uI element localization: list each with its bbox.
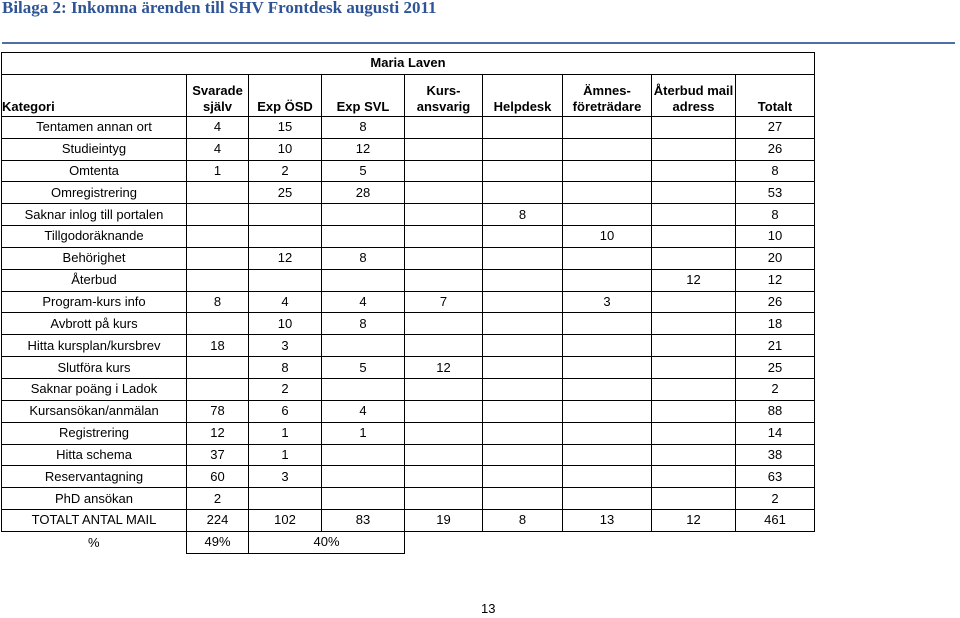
table-row <box>2 466 815 488</box>
percent-exp: 40% <box>249 531 405 553</box>
cell-kategori: Tentamen annan ort <box>2 116 187 138</box>
cell-helpdesk <box>483 269 563 291</box>
cell-amnesforetradare <box>563 116 652 138</box>
table-row <box>2 226 815 248</box>
col-header-helpdesk: Helpdesk <box>483 74 563 116</box>
cell-amnesforetradare <box>563 422 652 444</box>
table-row <box>2 291 815 313</box>
cell-svarade-sjalv: 4 <box>187 116 249 138</box>
cell-exp-svl: 1 <box>322 422 405 444</box>
cell-exp-osd <box>249 488 322 510</box>
cell-kursansvarig <box>405 160 483 182</box>
cell-helpdesk <box>483 226 563 248</box>
total-kursansvarig: 19 <box>405 510 483 532</box>
cell-kategori: Hitta schema <box>2 444 187 466</box>
cell-exp-svl: 5 <box>322 357 405 379</box>
cell-exp-svl <box>322 444 405 466</box>
table-row <box>2 378 815 400</box>
cell-aterbud <box>652 313 736 335</box>
cell-svarade-sjalv: 8 <box>187 291 249 313</box>
col-header-totalt: Totalt <box>736 74 815 116</box>
cell-exp-osd: 10 <box>249 313 322 335</box>
cell-amnesforetradare <box>563 400 652 422</box>
cell-kursansvarig <box>405 378 483 400</box>
cell-svarade-sjalv <box>187 357 249 379</box>
cell-amnesforetradare <box>563 160 652 182</box>
table-row <box>2 488 815 510</box>
table-row <box>2 138 815 160</box>
cell-totalt: 20 <box>736 247 815 269</box>
cell-exp-osd: 1 <box>249 444 322 466</box>
cell-exp-svl: 4 <box>322 400 405 422</box>
table-row <box>2 444 815 466</box>
cell-exp-svl: 8 <box>322 247 405 269</box>
cell-kategori: Omtenta <box>2 160 187 182</box>
cell-exp-osd: 6 <box>249 400 322 422</box>
cell-kursansvarig <box>405 400 483 422</box>
cell-helpdesk <box>483 466 563 488</box>
cell-exp-svl: 4 <box>322 291 405 313</box>
cell-svarade-sjalv: 1 <box>187 160 249 182</box>
cell-kursansvarig <box>405 444 483 466</box>
cell-aterbud <box>652 182 736 204</box>
cell-kategori: Reservantagning <box>2 466 187 488</box>
cell-totalt: 10 <box>736 226 815 248</box>
cell-exp-svl <box>322 204 405 226</box>
cell-kursansvarig <box>405 269 483 291</box>
cell-amnesforetradare <box>563 488 652 510</box>
cell-amnesforetradare: 3 <box>563 291 652 313</box>
cell-svarade-sjalv <box>187 269 249 291</box>
cell-amnesforetradare <box>563 247 652 269</box>
col-header-amnesforetradare: Ämnes- företrädare <box>563 74 652 116</box>
cell-helpdesk <box>483 138 563 160</box>
cell-exp-svl <box>322 378 405 400</box>
cell-exp-osd: 3 <box>249 335 322 357</box>
cell-amnesforetradare <box>563 378 652 400</box>
cell-aterbud <box>652 335 736 357</box>
cell-helpdesk <box>483 247 563 269</box>
total-amnesforetradare: 13 <box>563 510 652 532</box>
cell-svarade-sjalv: 12 <box>187 422 249 444</box>
cell-kategori: Omregistrering <box>2 182 187 204</box>
cell-svarade-sjalv: 4 <box>187 138 249 160</box>
cell-totalt: 53 <box>736 182 815 204</box>
cell-svarade-sjalv <box>187 182 249 204</box>
cell-amnesforetradare <box>563 138 652 160</box>
percent-svarade-sjalv: 49% <box>187 531 249 553</box>
table-row <box>2 313 815 335</box>
cell-kategori: Registrering <box>2 422 187 444</box>
percent-label: % <box>87 534 100 550</box>
cell-totalt: 25 <box>736 357 815 379</box>
cell-exp-osd: 15 <box>249 116 322 138</box>
cell-helpdesk <box>483 291 563 313</box>
cell-helpdesk <box>483 444 563 466</box>
total-row <box>2 510 815 532</box>
table-row <box>2 400 815 422</box>
cell-kategori: Saknar poäng i Ladok <box>2 378 187 400</box>
cell-helpdesk <box>483 160 563 182</box>
cell-kategori: Kursansökan/anmälan <box>2 400 187 422</box>
cell-exp-osd: 4 <box>249 291 322 313</box>
cell-exp-svl: 5 <box>322 160 405 182</box>
cell-totalt: 27 <box>736 116 815 138</box>
cell-kursansvarig <box>405 116 483 138</box>
cell-totalt: 8 <box>736 204 815 226</box>
total-totalt: 461 <box>736 510 815 532</box>
cell-amnesforetradare <box>563 444 652 466</box>
table-row <box>2 335 815 357</box>
total-svarade-sjalv: 224 <box>187 510 249 532</box>
cell-helpdesk <box>483 357 563 379</box>
cell-totalt: 12 <box>736 269 815 291</box>
cell-helpdesk <box>483 313 563 335</box>
cell-exp-osd <box>249 226 322 248</box>
cell-aterbud <box>652 226 736 248</box>
cell-aterbud <box>652 466 736 488</box>
col-header-kategori: Kategori <box>2 74 187 116</box>
cell-totalt: 21 <box>736 335 815 357</box>
cell-svarade-sjalv <box>187 204 249 226</box>
title-underline <box>2 42 955 44</box>
page-title: Bilaga 2: Inkomna ärenden till SHV Frontdesk augusti 2011 <box>2 0 437 17</box>
cell-svarade-sjalv: 18 <box>187 335 249 357</box>
cell-aterbud <box>652 138 736 160</box>
cell-totalt: 26 <box>736 138 815 160</box>
total-helpdesk: 8 <box>483 510 563 532</box>
cell-kategori: Avbrott på kurs <box>2 313 187 335</box>
cell-exp-svl <box>322 335 405 357</box>
cell-exp-svl <box>322 269 405 291</box>
cell-kategori: Återbud <box>2 269 187 291</box>
col-header-kursansvarig: Kurs- ansvarig <box>405 74 483 116</box>
cell-kategori: Program-kurs info <box>2 291 187 313</box>
cell-exp-osd <box>249 204 322 226</box>
cell-helpdesk <box>483 182 563 204</box>
cell-exp-osd: 2 <box>249 160 322 182</box>
report-table <box>1 52 815 554</box>
cell-helpdesk <box>483 116 563 138</box>
col-header-svarade-sjalv: Svarade själv <box>187 74 249 116</box>
cell-aterbud <box>652 160 736 182</box>
cell-exp-svl: 28 <box>322 182 405 204</box>
cell-aterbud <box>652 291 736 313</box>
cell-helpdesk <box>483 335 563 357</box>
cell-amnesforetradare <box>563 466 652 488</box>
cell-exp-osd: 1 <box>249 422 322 444</box>
cell-amnesforetradare <box>563 313 652 335</box>
header-row <box>2 74 815 116</box>
cell-aterbud <box>652 357 736 379</box>
cell-totalt: 38 <box>736 444 815 466</box>
owner-row <box>2 53 815 75</box>
cell-kursansvarig <box>405 138 483 160</box>
cell-exp-svl: 8 <box>322 313 405 335</box>
table-row <box>2 160 815 182</box>
table-row <box>2 116 815 138</box>
cell-kursansvarig <box>405 182 483 204</box>
cell-helpdesk <box>483 422 563 444</box>
table-row <box>2 204 815 226</box>
table-row <box>2 357 815 379</box>
cell-amnesforetradare <box>563 204 652 226</box>
cell-svarade-sjalv: 37 <box>187 444 249 466</box>
cell-kategori: Saknar inlog till portalen <box>2 204 187 226</box>
cell-totalt: 2 <box>736 378 815 400</box>
total-label: TOTALT ANTAL MAIL <box>2 510 187 532</box>
percent-empty <box>405 531 815 553</box>
cell-exp-osd: 3 <box>249 466 322 488</box>
cell-kategori: Tillgodoräknande <box>2 226 187 248</box>
cell-exp-svl <box>322 226 405 248</box>
cell-kursansvarig <box>405 335 483 357</box>
cell-aterbud: 12 <box>652 269 736 291</box>
cell-aterbud <box>652 488 736 510</box>
cell-aterbud <box>652 116 736 138</box>
cell-exp-svl <box>322 466 405 488</box>
cell-totalt: 18 <box>736 313 815 335</box>
cell-helpdesk <box>483 488 563 510</box>
cell-aterbud <box>652 400 736 422</box>
cell-svarade-sjalv: 60 <box>187 466 249 488</box>
cell-exp-osd: 25 <box>249 182 322 204</box>
cell-aterbud <box>652 204 736 226</box>
col-header-exp-svl: Exp SVL <box>322 74 405 116</box>
total-aterbud: 12 <box>652 510 736 532</box>
cell-aterbud <box>652 247 736 269</box>
cell-exp-osd: 12 <box>249 247 322 269</box>
cell-amnesforetradare <box>563 335 652 357</box>
cell-totalt: 14 <box>736 422 815 444</box>
cell-kursansvarig <box>405 226 483 248</box>
cell-kursansvarig <box>405 488 483 510</box>
cell-svarade-sjalv: 78 <box>187 400 249 422</box>
cell-kursansvarig <box>405 247 483 269</box>
owner-name: Maria Laven <box>2 53 815 75</box>
total-exp-svl: 83 <box>322 510 405 532</box>
cell-kursansvarig <box>405 313 483 335</box>
cell-amnesforetradare: 10 <box>563 226 652 248</box>
cell-svarade-sjalv <box>187 313 249 335</box>
cell-helpdesk: 8 <box>483 204 563 226</box>
cell-exp-osd: 8 <box>249 357 322 379</box>
table-row <box>2 247 815 269</box>
cell-totalt: 2 <box>736 488 815 510</box>
total-exp-osd: 102 <box>249 510 322 532</box>
cell-helpdesk <box>483 400 563 422</box>
cell-exp-osd: 10 <box>249 138 322 160</box>
cell-svarade-sjalv <box>187 378 249 400</box>
cell-svarade-sjalv <box>187 226 249 248</box>
cell-totalt: 8 <box>736 160 815 182</box>
cell-kursansvarig <box>405 204 483 226</box>
table-row <box>2 422 815 444</box>
cell-svarade-sjalv <box>187 247 249 269</box>
cell-exp-svl: 12 <box>322 138 405 160</box>
cell-kategori: PhD ansökan <box>2 488 187 510</box>
cell-kursansvarig: 12 <box>405 357 483 379</box>
cell-totalt: 88 <box>736 400 815 422</box>
table-row <box>2 269 815 291</box>
col-header-exp-osd: Exp ÖSD <box>249 74 322 116</box>
cell-kategori: Hitta kursplan/kursbrev <box>2 335 187 357</box>
cell-kategori: Studieintyg <box>2 138 187 160</box>
cell-svarade-sjalv: 2 <box>187 488 249 510</box>
col-header-aterbud-mail-adress: Återbud mail adress <box>652 74 736 116</box>
cell-totalt: 26 <box>736 291 815 313</box>
cell-exp-svl: 8 <box>322 116 405 138</box>
cell-amnesforetradare <box>563 269 652 291</box>
cell-kursansvarig <box>405 422 483 444</box>
cell-amnesforetradare <box>563 182 652 204</box>
cell-amnesforetradare <box>563 357 652 379</box>
cell-exp-osd: 2 <box>249 378 322 400</box>
percent-row <box>2 531 815 553</box>
cell-exp-osd <box>249 269 322 291</box>
cell-aterbud <box>652 444 736 466</box>
cell-exp-svl <box>322 488 405 510</box>
cell-kursansvarig: 7 <box>405 291 483 313</box>
cell-totalt: 63 <box>736 466 815 488</box>
cell-aterbud <box>652 422 736 444</box>
cell-kursansvarig <box>405 466 483 488</box>
cell-aterbud <box>652 378 736 400</box>
page-number: 13 <box>481 601 496 616</box>
cell-kategori: Behörighet <box>2 247 187 269</box>
table-row <box>2 182 815 204</box>
cell-helpdesk <box>483 378 563 400</box>
cell-kategori: Slutföra kurs <box>2 357 187 379</box>
